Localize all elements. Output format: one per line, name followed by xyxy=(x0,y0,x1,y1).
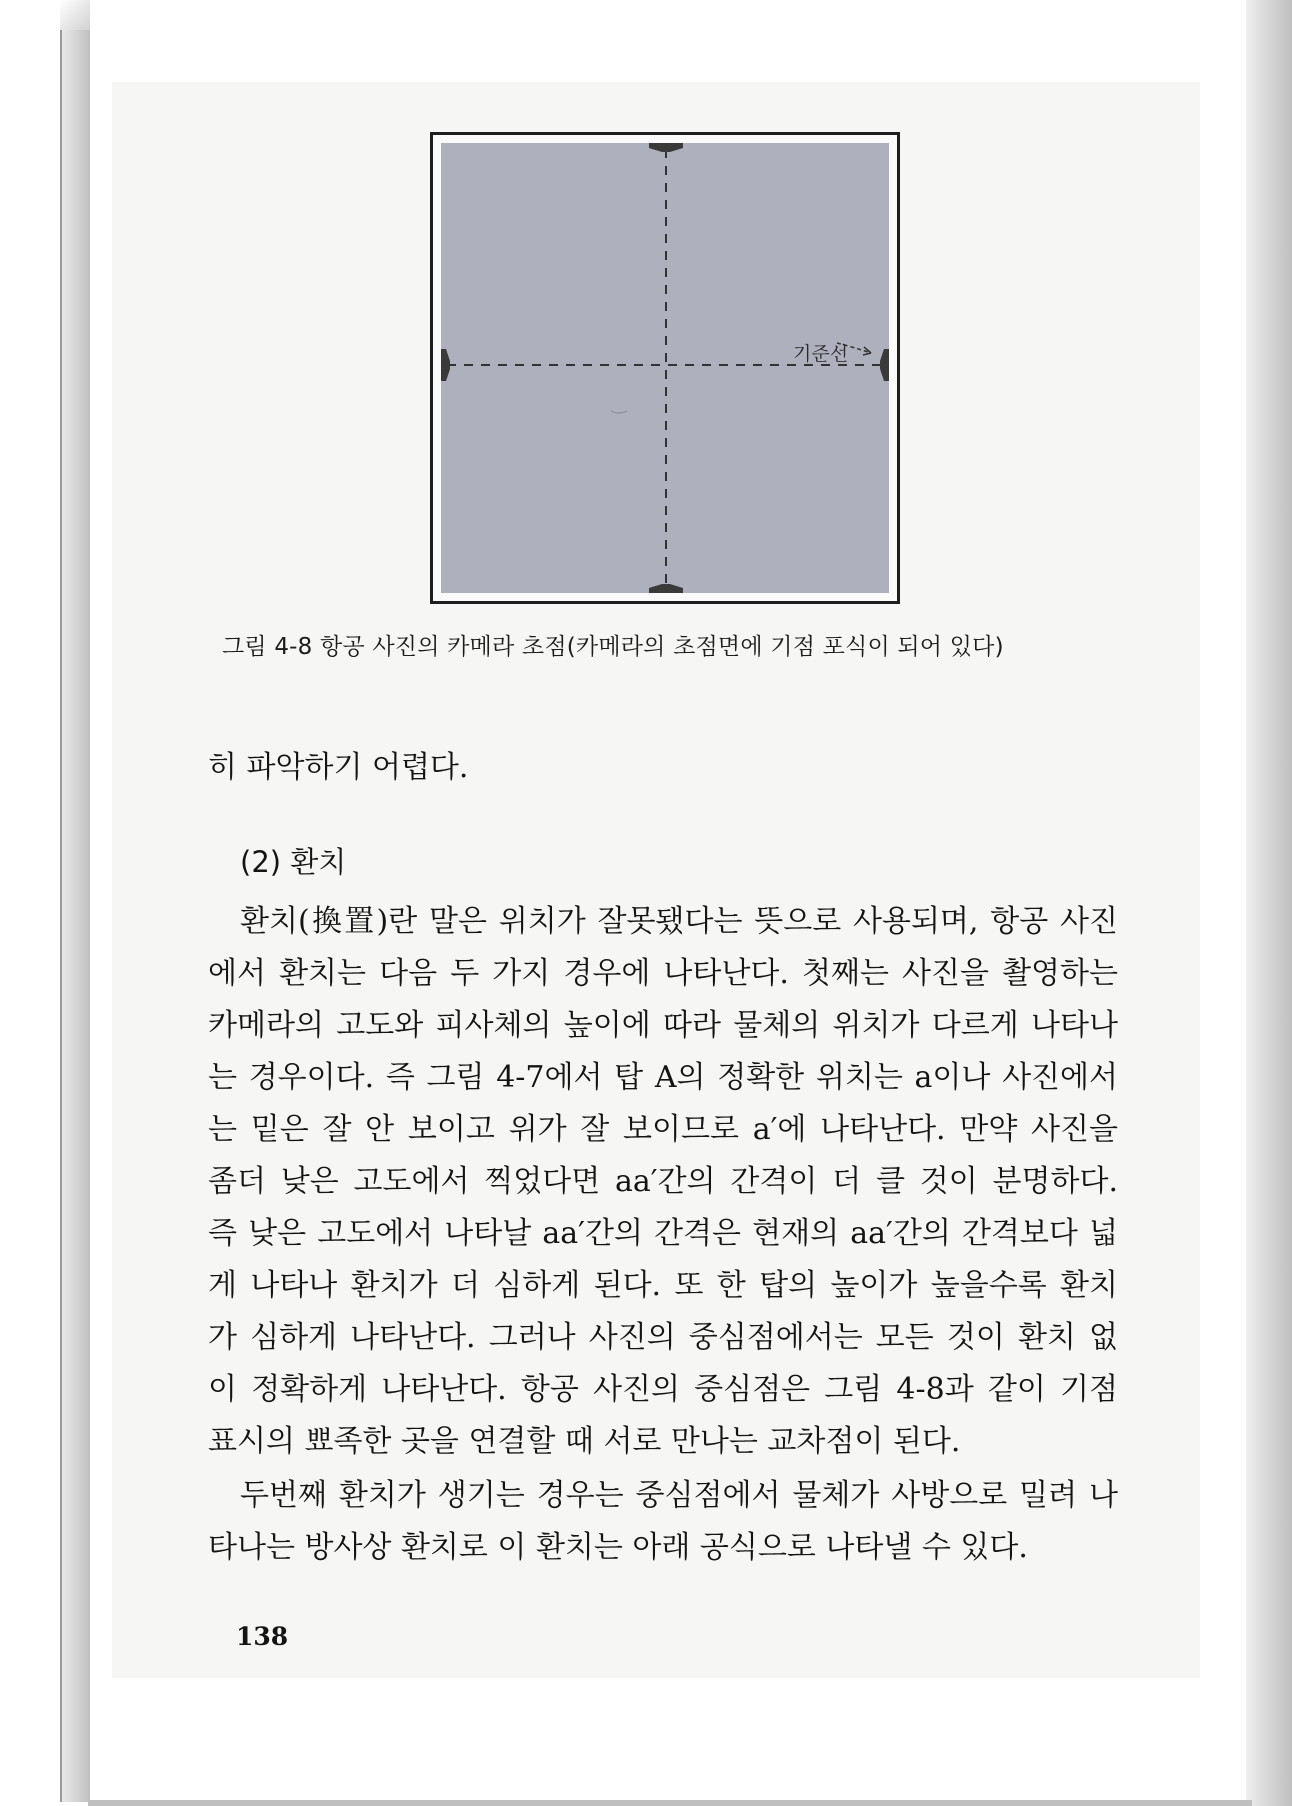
fiducial-marks-diagram xyxy=(441,143,889,593)
top-fiducial-mark xyxy=(649,143,683,152)
paragraph-line: 는 경우이다. 즉 그림 4-7에서 탑 A의 정확한 위치는 a이나 사진에서 xyxy=(208,1060,1118,1095)
book-page-edge xyxy=(1244,0,1292,1806)
paragraph-line: 환치(換置)란 말은 위치가 잘못됐다는 뜻으로 사용되며, 항공 사진 xyxy=(240,904,1118,939)
paragraph-line: 에서 환치는 다음 두 가지 경우에 나타난다. 첫째는 사진을 촬영하는 xyxy=(208,956,1118,991)
paragraph-line: 카메라의 고도와 피사체의 높이에 따라 물체의 위치가 다르게 나타나 xyxy=(208,1008,1118,1043)
aerial-photo-figure xyxy=(430,132,900,604)
paragraph-line: 표시의 뾰족한 곳을 연결할 때 서로 만나는 교차점이 된다. xyxy=(208,1424,961,1459)
page-number: 138 xyxy=(236,1622,289,1651)
book-corner xyxy=(60,0,92,30)
paragraph-line: 좀더 낮은 고도에서 찍었다면 aa′간의 간격이 더 클 것이 분명하다. xyxy=(208,1164,1118,1199)
paragraph-continuation: 히 파악하기 어렵다. xyxy=(208,750,469,785)
paragraph-line: 즉 낮은 고도에서 나타날 aa′간의 간격은 현재의 aa′간의 간격보다 넓 xyxy=(208,1216,1118,1251)
book-spine-edge xyxy=(60,2,92,1802)
figure-caption: 그림 4-8 항공 사진의 카메라 초점(카메라의 초점면에 기점 포식이 되어 있다) xyxy=(222,634,1004,660)
paragraph-line: 가 심하게 나타난다. 그러나 사진의 중심점에서는 모든 것이 환치 없 xyxy=(208,1320,1118,1355)
bottom-fiducial-mark xyxy=(649,584,683,593)
fiducial-line-label: 기준선 xyxy=(793,343,849,365)
paragraph-line: 게 나타나 환치가 더 심하게 된다. 또 한 탑의 높이가 높을수록 환치 xyxy=(208,1268,1118,1303)
section-heading: (2) 환치 xyxy=(240,845,347,879)
book-bottom-edge xyxy=(88,1800,1252,1806)
aerial-photo-placeholder xyxy=(441,143,889,593)
paragraph-line: 이 정확하게 나타난다. 항공 사진의 중심점은 그림 4-8과 같이 기점 xyxy=(208,1372,1118,1407)
paragraph-line: 두번째 환치가 생기는 경우는 중심점에서 물체가 사방으로 밀려 나 xyxy=(240,1478,1118,1513)
right-fiducial-mark xyxy=(880,349,889,381)
paragraph-line: 타나는 방사상 환치로 이 환치는 아래 공식으로 나타낼 수 있다. xyxy=(208,1530,1028,1565)
left-fiducial-mark xyxy=(441,349,450,381)
photo-smudge xyxy=(611,411,627,413)
paragraph-line: 는 밑은 잘 안 보이고 위가 잘 보이므로 a′에 나타난다. 만약 사진을 xyxy=(208,1112,1118,1147)
